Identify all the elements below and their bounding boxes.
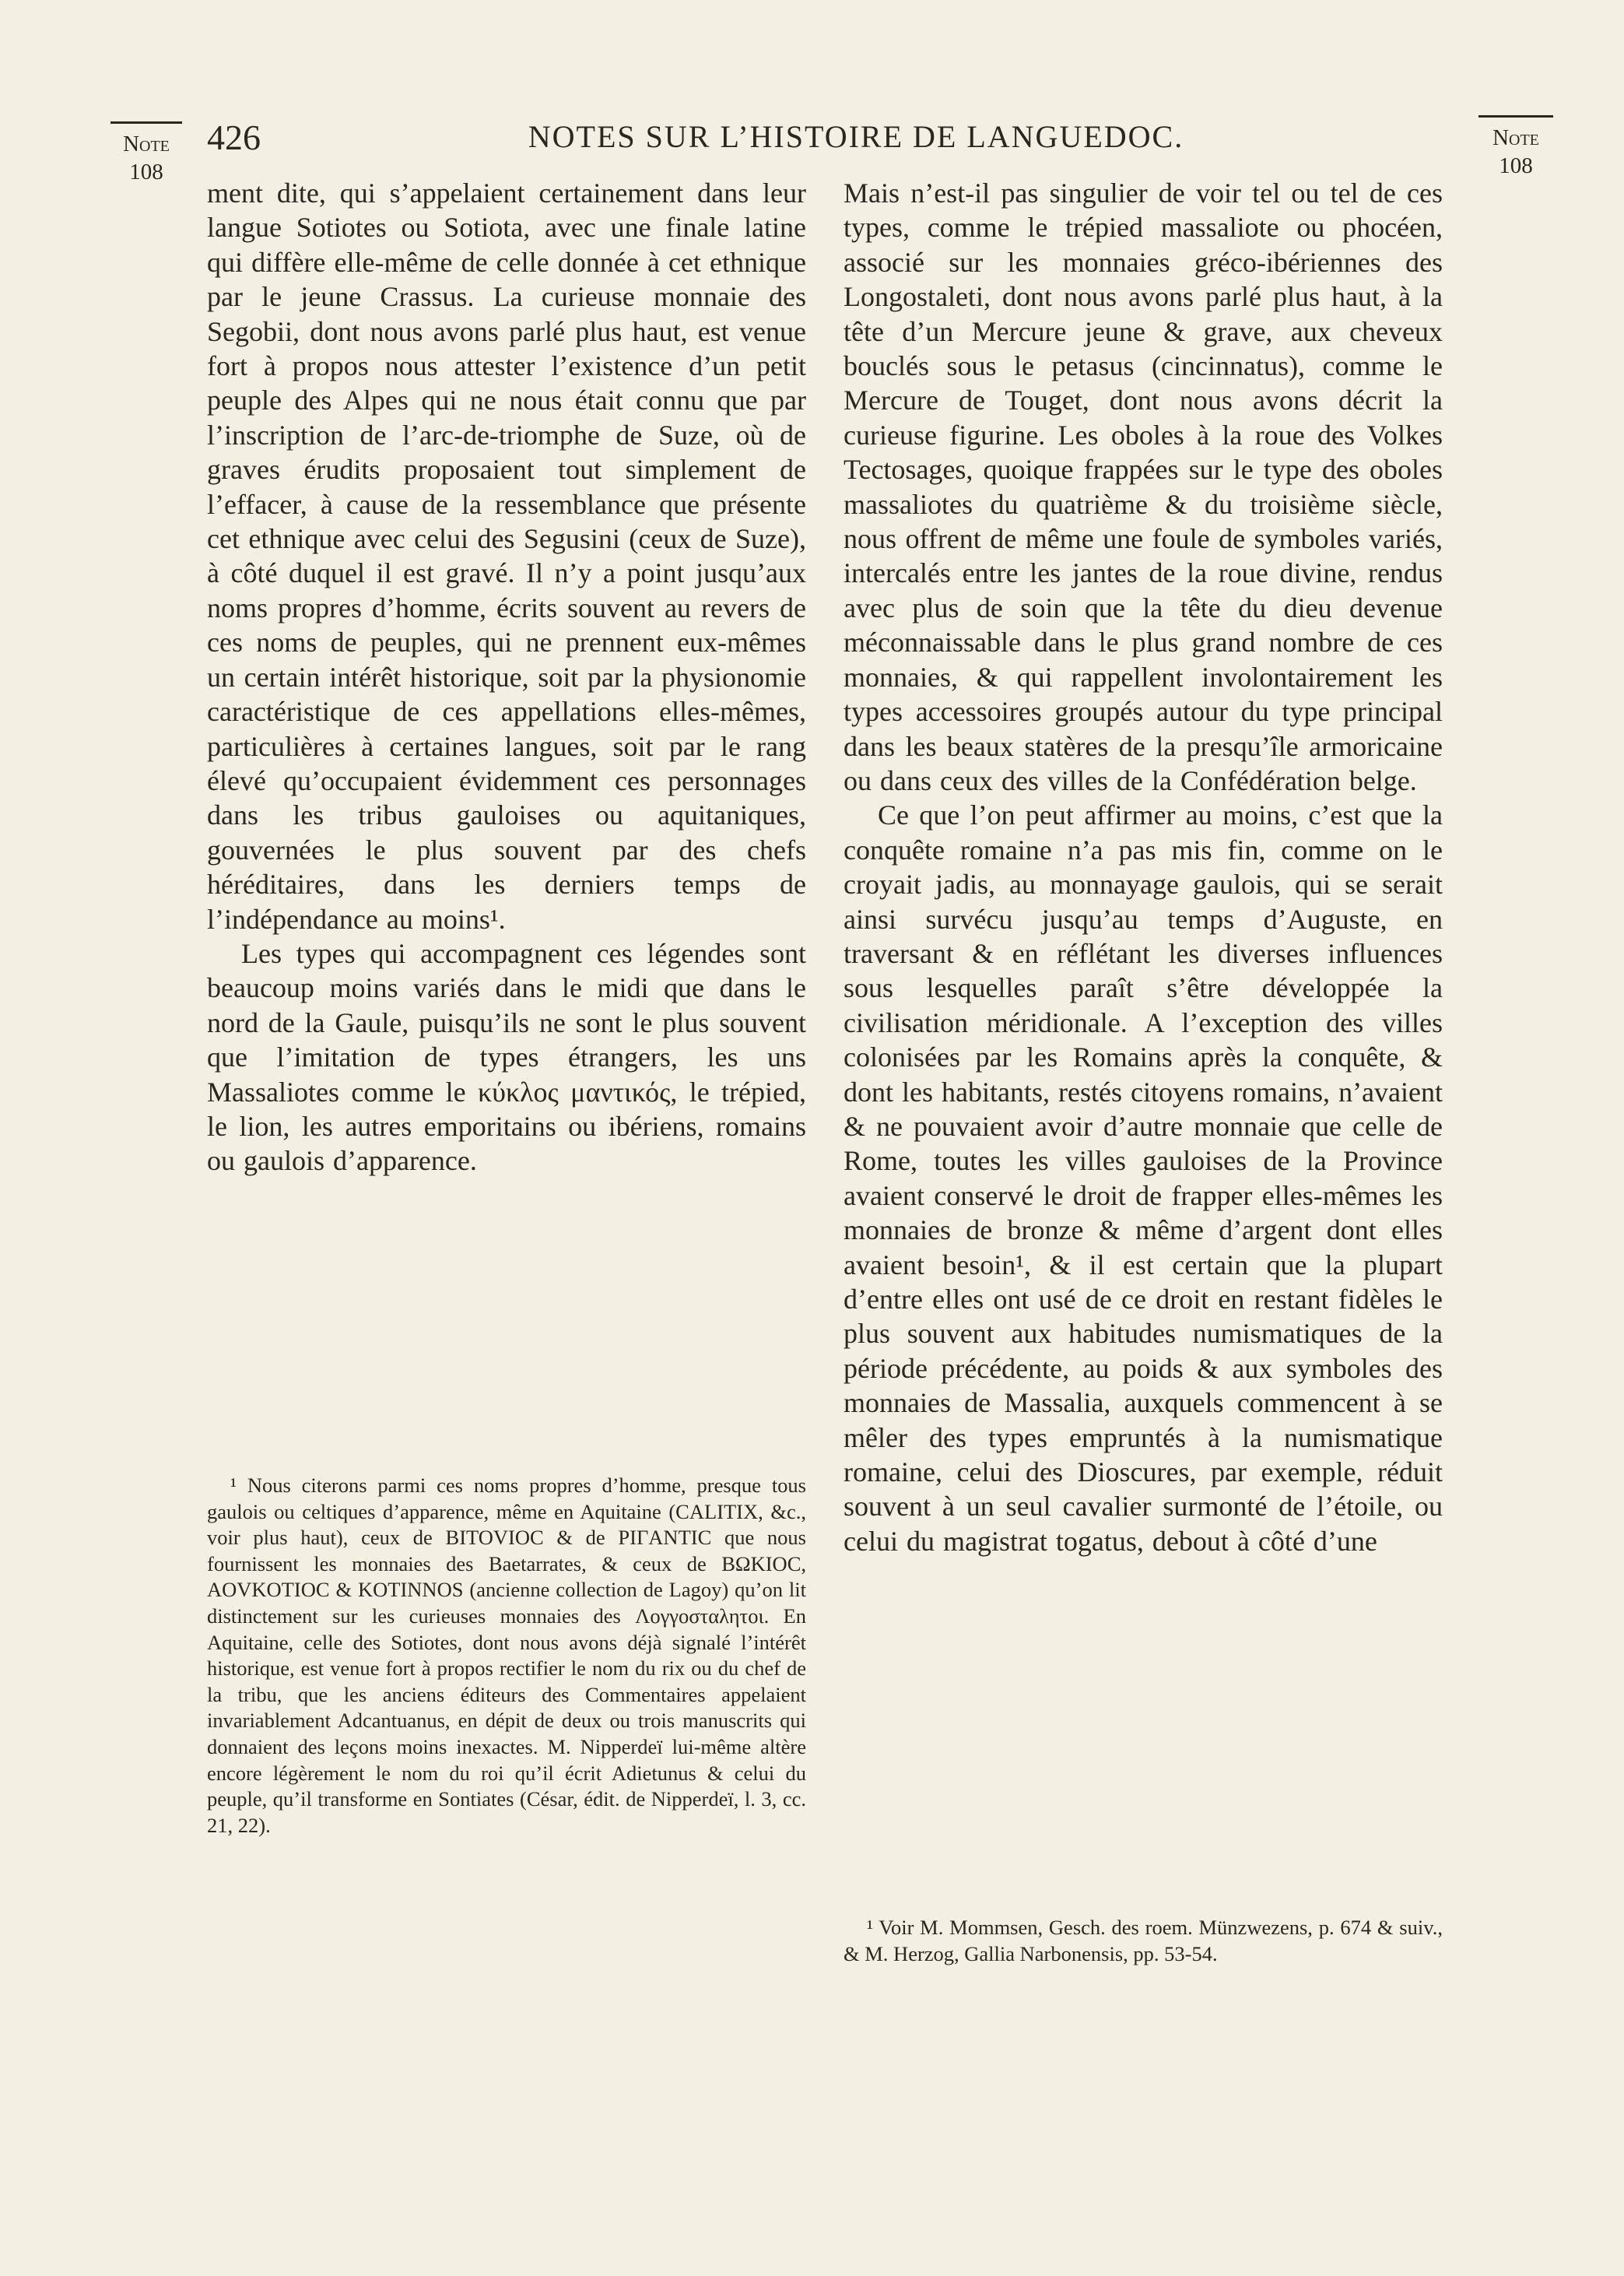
footnote-right (844, 1915, 1443, 1967)
footnote-text: ¹ Nous citerons parmi ces noms propres d’homme, presque tous gaulois ou celtiques d’apparence, même en Aquitaine (CALITIX, &c., voir plus haut), ceux de BITOVIOC & de PIΓANTIC que nous fournissent les monnaies des Baetarrates, & ceux de BΩKIOC, AOVKOTIOC & KOTINNOS (ancienne collection de Lagoy) qu’on lit distinctement sur les curieuses monnaies des Λογγοσταλητοι. En Aquitaine, celle des Sotiotes, dont nous avons déjà signalé l’intérêt historique, est venue fort à propos rectifier le nom du rix ou du chef de la tribu, que les anciens éditeurs des Commentaires appelaient invariablement Adcantuanus, en dépit de deux ou trois manuscrits qui donnaient des leçons moins inexactes. M. Nipperdeï lui-même altère encore légèrement le nom du roi qu’il écrit Adietunus & celui du peuple, qu’il transforme en Sontiates (César, édit. de Nipperdeï, l. 3, cc. 21, 22). (207, 1473, 806, 1837)
body-paragraph: ment dite, qui s’appelaient certainement dans leur langue Sotiotes ou Sotiota, avec une finale latine qui diffère elle-même de celle donnée à cet ethnique par le jeune Crassus. La curieuse monnaie des Segobii, dont nous avons parlé plus haut, est venue fort à propos nous attester l’existence d’un petit peuple des Alpes qui ne nous était connu que par l’inscription de l’arc-de-triomphe de Suze, où de graves érudits proposaient tout simplement de l’effacer, à cause de la ressemblance que présente cet ethnique avec celui des Segusini (ceux de Suze), à côté duquel il est gravé. Il n’y a point jusqu’aux noms propres d’homme, écrits souvent au revers de ces noms de peuples, qui ne prennent eux-mêmes un certain intérêt historique, soit par la physionomie caractéristique de ces appellations elles-mêmes, particulières à certaines langues, soit par le rang élevé qu’occupaient évidemment ces personnages dans les tribus gauloises ou aquitaniques, gouvernées le plus souvent par des chefs héréditaires, dans les derniers temps de l’indépendance au moins¹. (207, 177, 806, 935)
margin-rule (110, 121, 182, 124)
footnote-left (207, 1473, 806, 1839)
left-column (207, 176, 806, 1178)
page-number: 426 (207, 118, 261, 157)
margin-note-label: Note (1492, 125, 1539, 150)
running-head: NOTES SUR L’HISTOIRE DE LANGUEDOC. (528, 119, 1184, 154)
body-paragraph: Les types qui accompagnent ces légendes sont beaucoup moins variés dans le midi que dans le nord de la Gaule, puisqu’ils ne sont le plus souvent que l’imitation de types étrangers, les uns Massaliotes comme le κύκλος μαντικός, le trépied, le lion, les autres emporitains ou ibériens, romains ou gaulois d’apparence. (207, 937, 806, 1177)
right-column (844, 176, 1443, 1558)
footnote-text: ¹ Voir M. Mommsen, Gesch. des roem. Münzwezens, p. 674 & suiv., & M. Herzog, Gallia Narbonensis, pp. 53-54. (844, 1916, 1443, 1965)
margin-note-label: Note (123, 132, 170, 156)
body-paragraph: Ce que l’on peut affirmer au moins, c’est que la conquête romaine n’a pas mis fin, comme on le croyait jadis, au monnayage gaulois, qui se serait ainsi survécu jusqu’au temps d’Auguste, en traversant & en réflétant les diverses influences sous lesquelles paraît s’être développée la civilisation méridionale. A l’exception des villes colonisées par les Romains après la conquête, & dont les habitants, restés citoyens romains, n’avaient & ne pouvaient avoir d’autre monnaie que celle de Rome, toutes les villes gauloises de la Province avaient conservé le droit de frapper elles-mêmes les monnaies de bronze & même d’argent dont elles avaient besoin¹, & il est certain que la plupart d’entre elles ont usé de ce droit en restant fidèles le plus souvent aux habitudes numismatiques de la période précédente, au poids & aux symboles des monnaies de Massalia, auxquels commencent à se mêler des types empruntés à la numismatique romaine, celui des Dioscures, par exemple, réduit souvent à un seul cavalier surmonté de l’étoile, ou celui du magistrat togatus, debout à côté d’une (844, 799, 1443, 1557)
margin-note-number: 108 (1499, 153, 1533, 178)
margin-note-right (1478, 115, 1553, 180)
margin-rule (1478, 115, 1553, 118)
body-paragraph: Mais n’est-il pas singulier de voir tel ou tel de ces types, comme le trépied massaliote ou phocéen, associé sur les monnaies gréco-ibériennes des Longostaleti, dont nous avons parlé plus haut, à la tête d’un Mercure jeune & grave, aux cheveux bouclés sous le petasus (cincinnatus), comme le Mercure de Touget, dont nous avons décrit la curieuse figurine. Les oboles à la roue des Volkes Tectosages, quoique frappées sur le type des oboles massaliotes du quatrième & du troisième siècle, nous offrent de même une foule de symboles variés, intercalés entre les jantes de la roue divine, rendus avec plus de soin que la tête du dieu devenue méconnaissable dans le plus grand nombre de ces monnaies, & qui rappellent involontairement les types accessoires groupés autour du type principal dans les beaux statères de la presqu’île armoricaine ou dans ceux des villes de la Confédération belge. (844, 177, 1443, 796)
margin-note-left (110, 121, 182, 186)
margin-note-number: 108 (129, 160, 163, 184)
